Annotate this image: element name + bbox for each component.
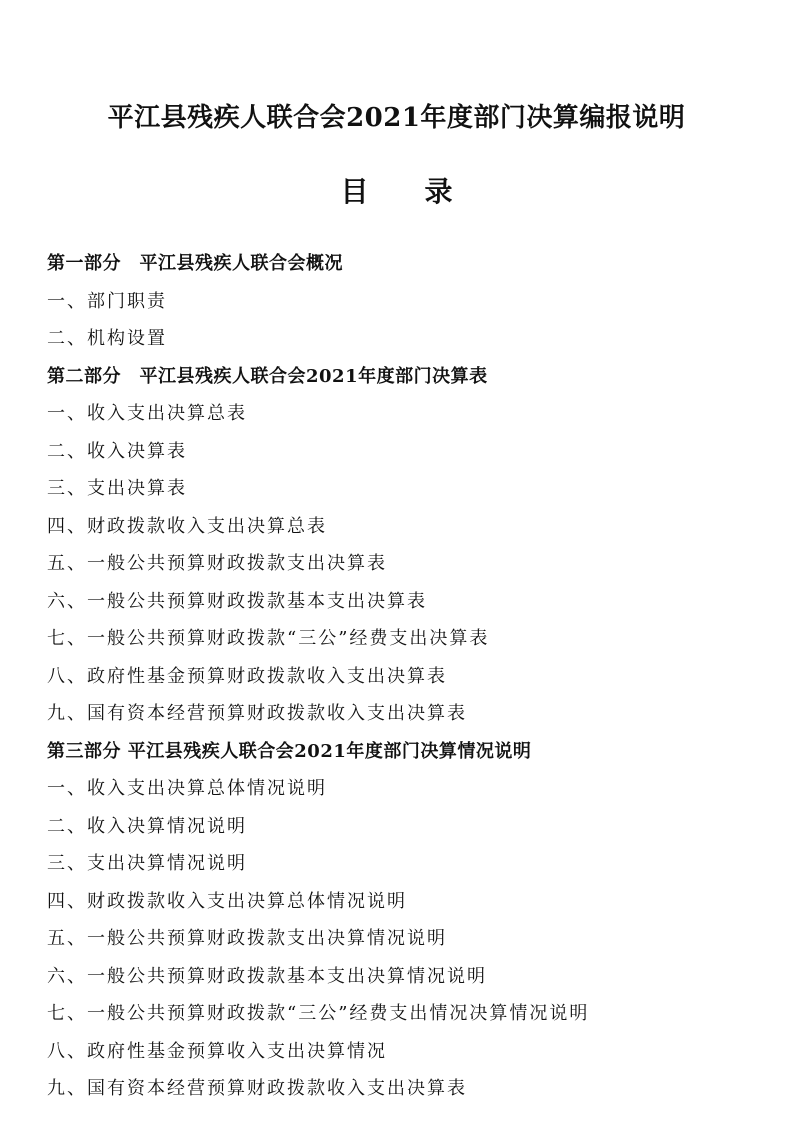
toc-item: 二、收入决算表 <box>47 440 187 462</box>
toc-item: 九、国有资本经营预算财政拨款收入支出决算表 <box>47 1078 467 1099</box>
toc-item: 七、一般公共预算财政拨款“三公”经费支出情况决算情况说明 <box>47 1003 590 1024</box>
toc-heading-char-2: 录 <box>424 175 453 208</box>
toc-item: 五、一般公共预算财政拨款支出决算表 <box>47 553 387 574</box>
toc-item: 一、部门职责 <box>47 290 167 312</box>
table-of-contents <box>47 245 767 1108</box>
toc-item: 二、收入决算情况说明 <box>47 815 247 837</box>
toc-item: 九、国有资本经营预算财政拨款收入支出决算表 <box>47 703 467 724</box>
toc-part-heading: 第一部分 平江县残疾人联合会概况 <box>47 253 343 274</box>
toc-item: 三、支出决算表 <box>47 478 187 499</box>
toc-item: 一、收入支出决算总体情况说明 <box>47 778 327 799</box>
toc-part-heading: 第三部分 平江县残疾人联合会2021年度部门决算情况说明 <box>47 740 532 762</box>
toc-item: 七、一般公共预算财政拨款“三公”经费支出决算表 <box>47 628 490 649</box>
toc-item: 八、政府性基金预算收入支出决算情况 <box>47 1040 387 1062</box>
toc-item: 四、财政拨款收入支出决算总表 <box>47 515 327 537</box>
toc-item: 六、一般公共预算财政拨款基本支出决算情况说明 <box>47 965 487 987</box>
toc-heading-char-1: 目 <box>340 175 369 208</box>
toc-item: 一、收入支出决算总表 <box>47 403 247 424</box>
toc-item: 三、支出决算情况说明 <box>47 853 247 874</box>
toc-item: 五、一般公共预算财政拨款支出决算情况说明 <box>47 928 447 949</box>
toc-heading <box>0 172 793 212</box>
toc-item: 四、财政拨款收入支出决算总体情况说明 <box>47 890 407 912</box>
toc-part-heading: 第二部分 平江县残疾人联合会2021年度部门决算表 <box>47 365 488 387</box>
toc-item: 六、一般公共预算财政拨款基本支出决算表 <box>47 590 427 612</box>
document-title: 平江县残疾人联合会2021年度部门决算编报说明 <box>107 103 686 133</box>
toc-item: 八、政府性基金预算财政拨款收入支出决算表 <box>47 665 447 687</box>
toc-item: 二、机构设置 <box>47 328 167 349</box>
